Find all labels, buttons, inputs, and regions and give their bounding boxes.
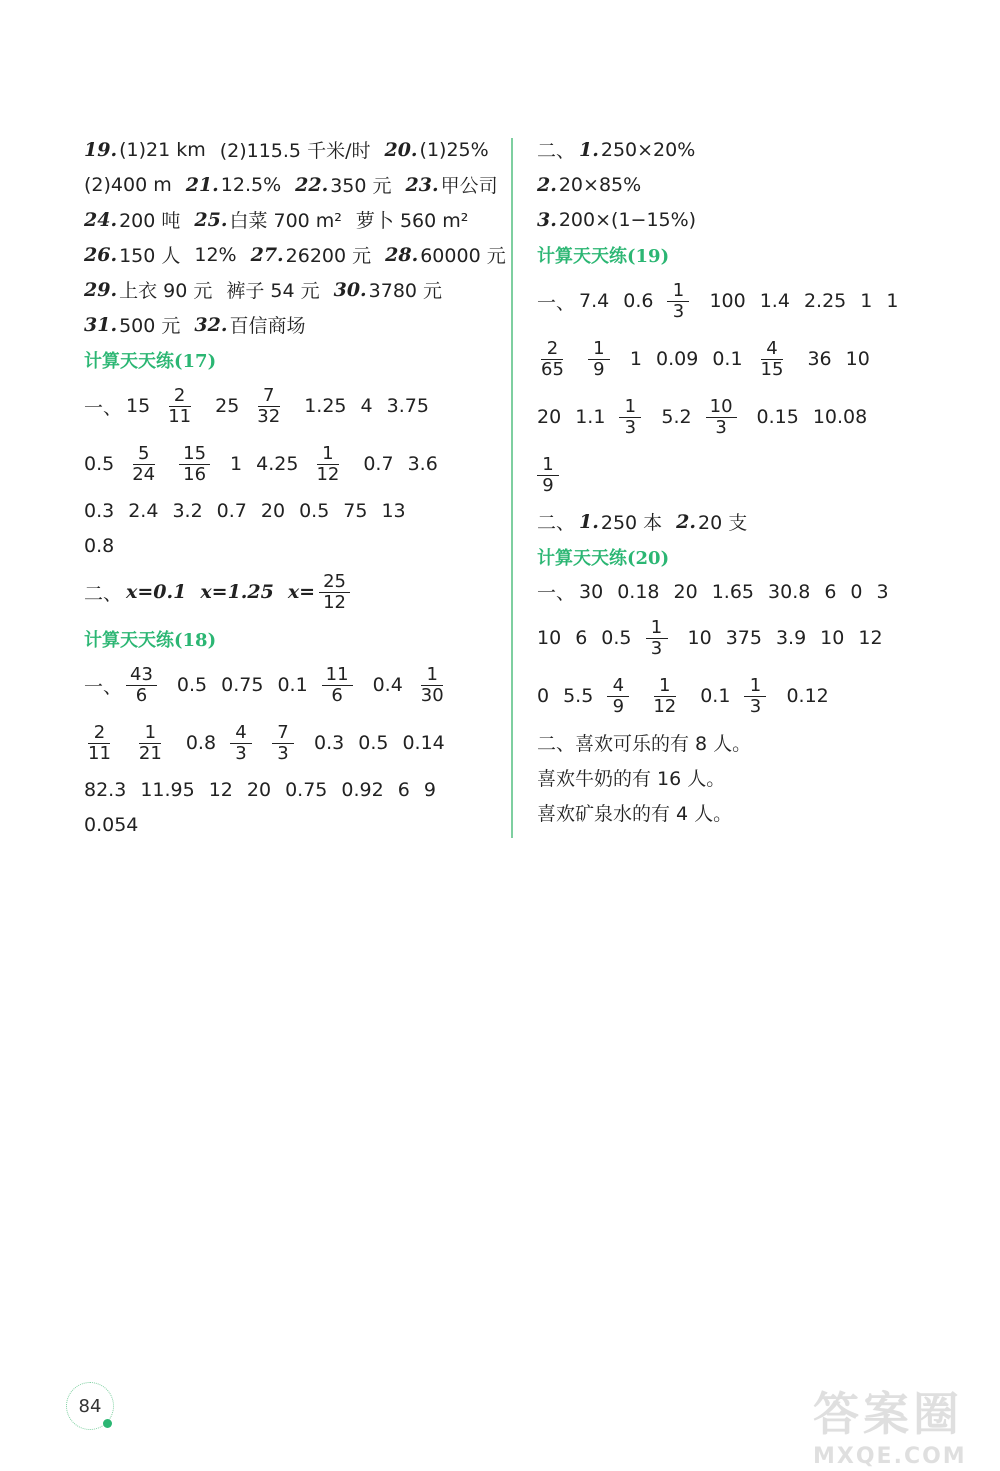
- answer-value: 0.5: [176, 674, 208, 696]
- fraction: $\frac{1}{12}$: [653, 674, 677, 717]
- answer-value: 2.4: [128, 499, 159, 522]
- answer-value: 6: [397, 778, 410, 801]
- answer-text: 60000 元: [420, 245, 506, 267]
- answer-text: 甲公司: [440, 175, 498, 197]
- question-number: 26.: [84, 243, 118, 266]
- answer-value: 3.75: [386, 395, 429, 417]
- answer-value: 10: [845, 348, 870, 370]
- question-number: 19.: [84, 138, 118, 161]
- question-number: 21.: [185, 173, 219, 196]
- answer-value: 1.65: [711, 580, 755, 603]
- answer-value: 0.6: [623, 290, 654, 312]
- answer-line: [84, 563, 504, 621]
- part-label: 二、: [537, 512, 576, 534]
- answer-line: [84, 237, 504, 272]
- answer-value: 0.7: [216, 499, 247, 522]
- answer-line: [84, 307, 504, 342]
- answer-text: 二、喜欢可乐的有 8 人。: [537, 733, 752, 755]
- watermark-url: MXQE.COM: [813, 1444, 967, 1469]
- answer-value: 0.3: [314, 732, 345, 754]
- part-label: 二、: [537, 140, 576, 162]
- answer-text: 200×(1−15%): [558, 208, 697, 231]
- answer-value: 10: [687, 627, 712, 649]
- column-divider: [511, 138, 513, 838]
- answer-value: 0.5: [299, 499, 330, 522]
- section-heading: 计算天天练(19): [537, 245, 670, 267]
- answer-line: [84, 202, 504, 237]
- answer-text: 20 支: [698, 512, 748, 534]
- answer-value: 0.92: [341, 778, 384, 801]
- watermark-logo: [813, 1378, 988, 1469]
- section-heading: 计算天天练(17): [84, 350, 217, 372]
- answer-line: [537, 609, 957, 667]
- answer-value: 5.2: [661, 406, 692, 428]
- answer-text: 20×85%: [558, 173, 642, 196]
- answer-value: 0.1: [277, 674, 308, 696]
- answer-line: [84, 435, 504, 493]
- answer-value: 0.8: [84, 534, 115, 557]
- fraction: $\frac{1}{3}$: [667, 281, 689, 322]
- fraction: $\frac{2}{11}$: [88, 721, 111, 764]
- answer-text: 250 本: [600, 512, 663, 534]
- answer-line: [537, 446, 957, 504]
- answer-value: 7.4: [579, 290, 610, 312]
- question-number: 28.: [385, 243, 419, 266]
- answer-value: 6: [575, 627, 588, 649]
- fraction: $\frac{1}{21}$: [138, 721, 162, 764]
- fraction: $\frac{4}{15}$: [760, 337, 784, 380]
- answer-line: [84, 167, 504, 202]
- fraction: $\frac{2}{11}$: [168, 384, 192, 427]
- answer-line: [537, 795, 957, 830]
- answer-value: 0.8: [185, 732, 217, 754]
- fraction: $\frac{4}{3}$: [230, 723, 252, 764]
- question-number: 24.: [84, 208, 118, 231]
- answer-value: 0: [537, 685, 550, 707]
- answer-value: 1: [230, 453, 243, 475]
- answer-value: 3.2: [172, 499, 203, 522]
- question-number: 2.: [537, 173, 557, 196]
- answer-value: 0.5: [601, 627, 632, 649]
- question-number: 23.: [405, 173, 439, 196]
- answer-value: 0.5: [84, 453, 115, 475]
- fraction: $\frac{1}{3}$: [646, 618, 668, 659]
- question-number: 29.: [84, 278, 118, 301]
- answer-value: 15: [126, 395, 151, 417]
- question-number: 20.: [384, 138, 418, 161]
- answer-value: 1.25: [304, 395, 347, 417]
- answer-value: 4: [360, 395, 373, 417]
- answer-text: 裤子 54 元: [226, 280, 320, 302]
- answer-line: [84, 132, 504, 167]
- answer-text: 500 元: [119, 315, 181, 337]
- answer-value: 10.08: [812, 406, 868, 428]
- answer-line: [84, 714, 504, 772]
- answer-value: 20: [537, 406, 562, 428]
- answer-value: 12: [858, 627, 883, 649]
- answer-text: 150 人: [119, 245, 181, 267]
- answer-line: [84, 772, 504, 807]
- section-heading: 计算天天练(20): [537, 547, 670, 569]
- answer-value: 0.75: [285, 778, 328, 801]
- answer-line: [84, 807, 504, 842]
- answer-text: 200 吨: [119, 210, 181, 232]
- answer-value: 20: [673, 580, 698, 603]
- answer-value: 1.1: [575, 406, 606, 428]
- part-label: 一、: [537, 582, 576, 604]
- part-label: 一、: [537, 291, 576, 314]
- answer-value: 0.054: [84, 813, 139, 836]
- answer-value: 13: [381, 499, 406, 522]
- answer-value: 0.1: [700, 685, 731, 707]
- answer-value: 12: [208, 778, 233, 801]
- answer-value: 0.1: [712, 348, 743, 370]
- answer-line: [537, 504, 957, 539]
- answer-line: [537, 272, 957, 330]
- fraction: $\frac{5}{24}$: [132, 442, 156, 485]
- answer-text: 白菜 700 m²: [229, 210, 342, 232]
- answer-value: 10: [537, 627, 562, 649]
- answer-text: 12%: [194, 243, 237, 266]
- answer-value: 36: [807, 348, 832, 370]
- answer-value: 0.12: [786, 685, 829, 707]
- question-number: 2.: [676, 510, 697, 533]
- answer-line: [84, 656, 504, 714]
- answer-line: [84, 493, 504, 528]
- answer-value: 10: [820, 627, 845, 649]
- watermark-text: 答案圈: [813, 1387, 963, 1441]
- answer-value: 5.5: [563, 685, 594, 707]
- answer-value: 0.7: [363, 453, 394, 475]
- equation-answer: x=1.25: [200, 581, 274, 603]
- question-number: 27.: [250, 243, 284, 266]
- answer-value: 1: [860, 290, 873, 312]
- answer-line: [84, 528, 504, 563]
- question-number: 31.: [84, 313, 118, 336]
- fraction: $\frac{7}{3}$: [272, 723, 294, 764]
- answer-text: 350 元: [330, 175, 392, 197]
- answer-line: [537, 574, 957, 609]
- answer-line: [84, 377, 504, 435]
- fraction: $\frac{1}{3}$: [744, 676, 766, 717]
- answer-text: (2)115.5 千米/时: [219, 140, 371, 162]
- answer-text: 3780 元: [368, 280, 443, 302]
- answer-value: 100: [709, 290, 746, 312]
- answer-value: 6: [824, 580, 837, 603]
- answer-value: 0.3: [84, 499, 115, 522]
- answer-value: 2.25: [803, 290, 847, 312]
- answer-line: [537, 132, 957, 167]
- page-number: 84: [66, 1382, 114, 1430]
- answer-text: 12.5%: [220, 173, 282, 196]
- answer-line: [537, 330, 957, 388]
- fraction: $\frac{25}{12}$: [319, 572, 350, 613]
- left-column: [84, 132, 504, 842]
- answer-text: 上衣 90 元: [119, 280, 213, 302]
- question-number: 25.: [194, 208, 228, 231]
- answer-value: 0.5: [358, 732, 389, 754]
- question-number: 22.: [295, 173, 329, 196]
- answer-line: [537, 725, 957, 760]
- answer-text: (2)400 m: [84, 173, 172, 196]
- fraction: $\frac{11}{6}$: [322, 665, 353, 706]
- answer-text: (1)21 km: [119, 138, 206, 161]
- answer-value: 1: [886, 290, 899, 312]
- answer-value: 375: [725, 627, 762, 649]
- answer-text: (1)25%: [419, 138, 489, 161]
- answer-line: [537, 667, 957, 725]
- equation-answer: x=: [287, 581, 316, 603]
- answer-text: 喜欢牛奶的有 16 人。: [537, 768, 726, 790]
- part-label: 一、: [84, 675, 123, 698]
- equation-answer: x=0.1: [126, 581, 187, 603]
- fraction: $\frac{1}{9}$: [588, 339, 610, 380]
- question-number: 32.: [194, 313, 228, 336]
- fraction: $\frac{1}{9}$: [537, 455, 559, 496]
- answer-value: 0.18: [617, 580, 660, 603]
- right-column: [537, 132, 957, 830]
- answer-value: 25: [215, 395, 240, 417]
- answer-value: 0.09: [656, 348, 699, 370]
- answer-value: 20: [246, 778, 272, 801]
- question-number: 30.: [333, 278, 367, 301]
- answer-value: 1: [629, 348, 642, 370]
- fraction: $\frac{10}{3}$: [706, 397, 737, 438]
- answer-text: 喜欢矿泉水的有 4 人。: [537, 803, 733, 825]
- answer-value: 82.3: [84, 778, 127, 801]
- answer-value: 9: [423, 778, 436, 801]
- answer-text: 萝卜 560 m²: [355, 210, 469, 232]
- page-number-dot: [103, 1419, 112, 1428]
- answer-value: 3.9: [775, 627, 807, 649]
- question-number: 3.: [537, 208, 557, 231]
- answer-text: 250×20%: [600, 138, 696, 161]
- answer-line: [537, 388, 957, 446]
- answer-line: [537, 760, 957, 795]
- part-label: 二、: [84, 582, 123, 605]
- part-label: 一、: [84, 396, 123, 419]
- answer-value: 30: [579, 580, 604, 603]
- question-number: 1.: [579, 510, 599, 533]
- answer-line: [537, 167, 957, 202]
- answer-value: 3: [876, 580, 889, 603]
- fraction: $\frac{2}{65}$: [541, 337, 564, 380]
- answer-text: 26200 元: [285, 245, 372, 267]
- answer-text: 百信商场: [229, 315, 306, 337]
- section-heading: 计算天天练(18): [84, 629, 217, 651]
- answer-value: 3.6: [407, 453, 438, 475]
- answer-value: 75: [343, 499, 368, 522]
- answer-value: 0.4: [372, 674, 403, 696]
- answer-value: 0: [850, 580, 863, 603]
- fraction: $\frac{7}{32}$: [257, 384, 281, 427]
- fraction: $\frac{43}{6}$: [126, 665, 157, 706]
- answer-line: [537, 202, 957, 237]
- answer-value: 11.95: [140, 778, 195, 801]
- answer-value: 20: [260, 499, 286, 522]
- answer-value: 1.4: [759, 290, 790, 312]
- answer-value: 0.15: [756, 406, 799, 428]
- fraction: $\frac{1}{12}$: [316, 442, 340, 485]
- answer-value: 30.8: [768, 580, 811, 603]
- answer-value: 0.75: [221, 674, 264, 696]
- fraction: $\frac{4}{9}$: [607, 676, 629, 717]
- answer-value: 4.25: [256, 453, 299, 475]
- fraction: $\frac{1}{3}$: [619, 397, 641, 438]
- fraction: $\frac{15}{16}$: [179, 444, 210, 485]
- question-number: 1.: [579, 138, 599, 161]
- answer-line: [84, 272, 504, 307]
- answer-value: 0.14: [402, 732, 445, 754]
- fraction: $\frac{1}{30}$: [420, 663, 444, 706]
